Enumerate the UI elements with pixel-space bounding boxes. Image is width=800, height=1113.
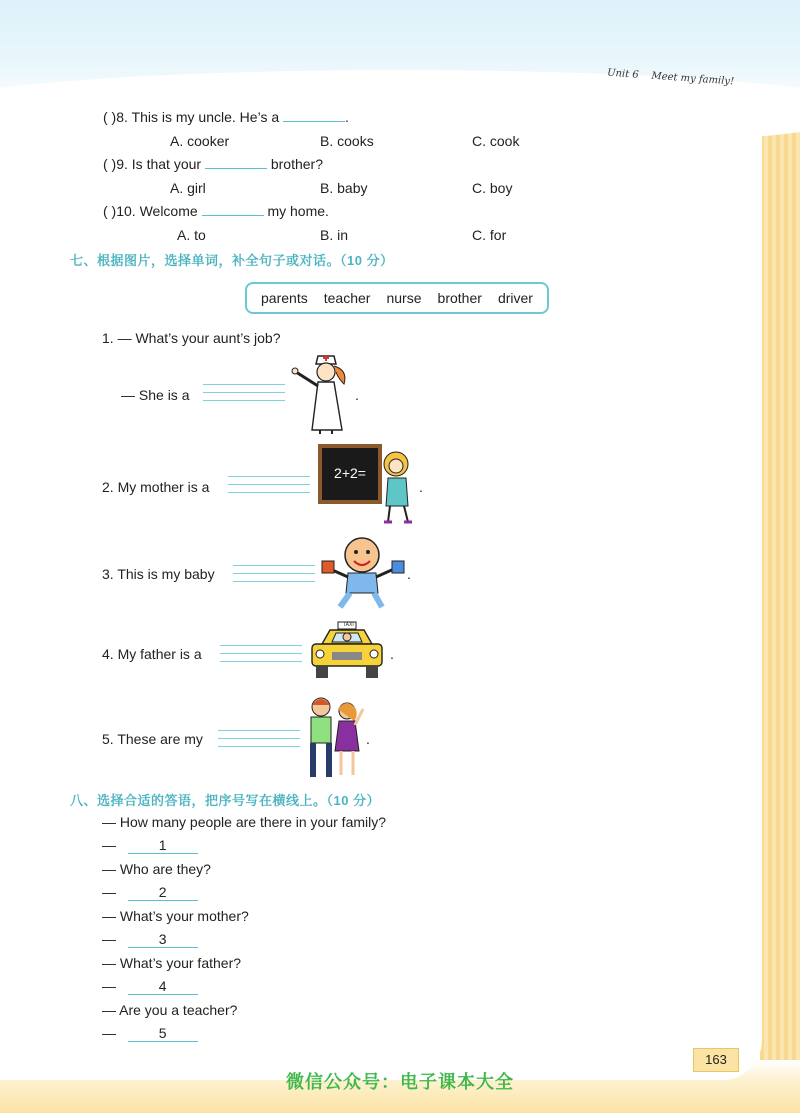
answer-blank[interactable] bbox=[205, 168, 267, 169]
dash: — bbox=[102, 1025, 116, 1041]
section-7-title: 七、根据图片，选择单词，补全句子或对话。（10 分） bbox=[70, 253, 394, 268]
item-end: . bbox=[419, 479, 423, 495]
dialogue-answer-row bbox=[102, 931, 198, 948]
answer-blank[interactable] bbox=[283, 121, 345, 122]
option-a: A. cooker bbox=[170, 133, 230, 149]
word-bank bbox=[245, 282, 549, 314]
dialogue-answer-row bbox=[102, 1025, 198, 1042]
question-text-end: my home. bbox=[267, 203, 329, 219]
dash: — bbox=[102, 837, 116, 853]
parents-picture bbox=[305, 695, 365, 781]
question-number: 9. bbox=[116, 156, 128, 172]
question-10 bbox=[103, 203, 329, 219]
question-text: This is my uncle. He’s a bbox=[131, 109, 280, 125]
taxi-sign-text: TAXI bbox=[343, 622, 354, 628]
item-1-question bbox=[102, 330, 280, 346]
item-5 bbox=[102, 731, 203, 747]
item-text: My mother is a bbox=[117, 479, 210, 495]
item-1-answer-text: — She is a bbox=[121, 387, 190, 403]
item-number: 1. bbox=[102, 330, 114, 346]
chalkboard-text: 2+2= bbox=[334, 465, 366, 481]
writing-lines[interactable] bbox=[218, 723, 300, 751]
answer-blank[interactable]: 4 bbox=[128, 978, 198, 995]
item-end: . bbox=[390, 646, 394, 662]
dialogue-question: — Are you a teacher? bbox=[102, 1002, 238, 1018]
option-a: A. girl bbox=[170, 180, 206, 196]
watermark: 微信公众号：电子课本大全 bbox=[286, 1072, 514, 1092]
answer-blank[interactable]: 5 bbox=[128, 1025, 198, 1042]
question-text: Is that your bbox=[131, 156, 202, 172]
answer-blank[interactable]: 2 bbox=[128, 884, 198, 901]
dialogue-question: — What’s your mother? bbox=[102, 908, 249, 924]
option-b: B. in bbox=[320, 227, 349, 243]
teacher-picture bbox=[378, 448, 418, 528]
item-text: This is my baby bbox=[117, 566, 215, 582]
item-end: . bbox=[407, 566, 411, 582]
question-text: Welcome bbox=[139, 203, 198, 219]
question-text-end: brother? bbox=[270, 156, 323, 172]
item-3 bbox=[102, 566, 215, 582]
item-text: — What’s your aunt’s job? bbox=[117, 330, 281, 346]
dialogue-question: — What’s your father? bbox=[102, 955, 242, 971]
option-a: A. to bbox=[177, 227, 206, 243]
nurse-picture bbox=[290, 350, 356, 436]
word-bank-item: parents bbox=[261, 290, 308, 306]
item-number: 3. bbox=[102, 566, 114, 582]
word-bank-item: teacher bbox=[323, 290, 371, 306]
answer-blank[interactable] bbox=[202, 215, 264, 216]
dash: — bbox=[102, 978, 116, 994]
writing-lines[interactable] bbox=[203, 377, 285, 405]
question-text-end: . bbox=[345, 109, 349, 125]
item-end: . bbox=[366, 731, 370, 747]
dash: — bbox=[102, 931, 116, 947]
question-8 bbox=[103, 109, 349, 125]
item-number: 4. bbox=[102, 646, 114, 662]
option-b: B. baby bbox=[320, 180, 368, 196]
item-number: 5. bbox=[102, 731, 114, 747]
header-title: Meet my family! bbox=[651, 70, 735, 88]
dialogue-answer-row bbox=[102, 978, 198, 995]
answer-paren[interactable]: ( ) bbox=[103, 156, 117, 172]
chalkboard bbox=[318, 444, 382, 504]
dialogue-answer-row bbox=[102, 884, 198, 901]
section-8-title: 八、选择合适的答语，把序号写在横线上。（10 分） bbox=[70, 793, 381, 808]
writing-lines[interactable] bbox=[220, 638, 302, 666]
word-bank-item: driver bbox=[497, 290, 533, 306]
option-c: C. boy bbox=[472, 180, 513, 196]
taxi-picture bbox=[310, 620, 384, 682]
writing-lines[interactable] bbox=[233, 558, 315, 586]
answer-paren[interactable]: ( ) bbox=[103, 203, 117, 219]
question-9 bbox=[103, 156, 323, 172]
item-text: These are my bbox=[117, 731, 203, 747]
writing-lines[interactable] bbox=[228, 469, 310, 497]
answer-blank[interactable]: 1 bbox=[128, 837, 198, 854]
item-4 bbox=[102, 646, 202, 662]
option-c: C. for bbox=[472, 227, 507, 243]
dialogue-question: — How many people are there in your family? bbox=[102, 814, 387, 830]
dialogue-question: — Who are they? bbox=[102, 861, 211, 877]
question-number: 8. bbox=[116, 109, 128, 125]
item-end: . bbox=[355, 387, 359, 403]
answer-blank[interactable]: 3 bbox=[128, 931, 198, 948]
item-2 bbox=[102, 479, 209, 495]
option-b: B. cooks bbox=[320, 133, 374, 149]
page-number: 163 bbox=[693, 1048, 739, 1072]
dash: — bbox=[102, 884, 116, 900]
baby-picture bbox=[320, 535, 406, 613]
question-number: 10. bbox=[116, 203, 136, 219]
dialogue-answer-row bbox=[102, 837, 198, 854]
answer-paren[interactable]: ( ) bbox=[103, 109, 117, 125]
word-bank-item: nurse bbox=[386, 290, 422, 306]
page-edge-decoration bbox=[760, 95, 800, 1113]
header-unit: Unit 6 bbox=[606, 67, 640, 81]
item-number: 2. bbox=[102, 479, 114, 495]
option-c: C. cook bbox=[472, 133, 520, 149]
word-bank-item: brother bbox=[437, 290, 482, 306]
item-text: My father is a bbox=[117, 646, 202, 662]
